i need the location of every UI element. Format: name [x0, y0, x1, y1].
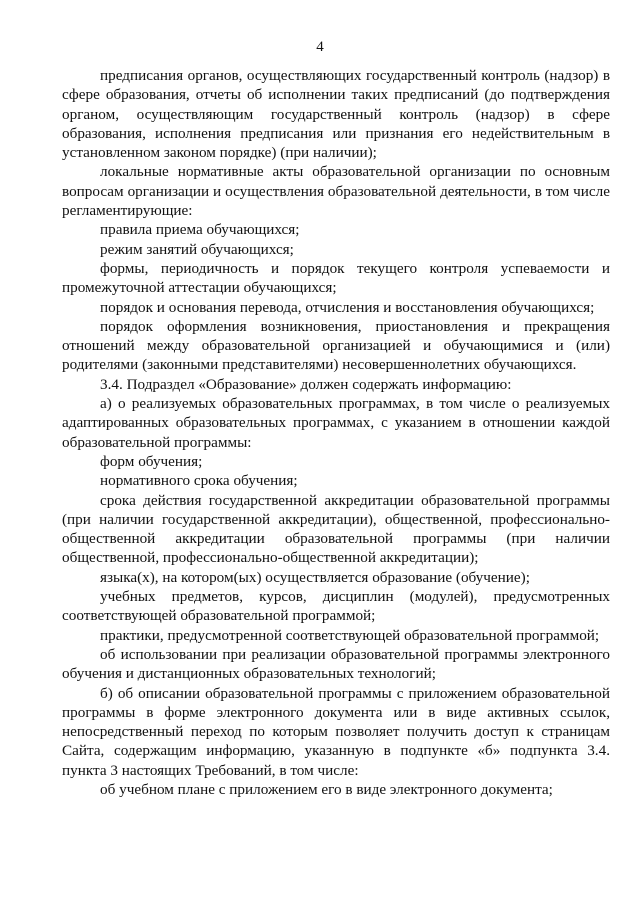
paragraph: 3.4. Подраздел «Образование» должен содержать информацию:	[100, 375, 512, 393]
paragraph: предписания органов, осуществляющих государственный контроль (надзор) в сфере образования, отчеты об исполнении таких предписаний (до подтверждения органом, осуществляющим государственный контроль (надзор) в сфере образования, исполнения предписания или признания его недействительным в установленном законом порядке) (при наличии);	[62, 67, 610, 162]
paragraph: порядок оформления возникновения, приостановления и прекращения отношений между образовательной организацией и обучающимися и (или) родителями (законными представителями) несовершеннолетних обучающихся.	[62, 317, 610, 374]
paragraph: форм обучения;	[100, 452, 203, 470]
paragraph: б) об описании образовательной программы с приложением образовательной программы в форме электронного документа или в виде активных ссылок, непосредственный переход по которым позволяет получить доступ к страницам Сайта, содержащим информацию, указанную в подпункте «б» подпункта 3.4. пункта 3 настоящих Требований, в том числе:	[62, 684, 610, 779]
paragraph: языка(х), на котором(ых) осуществляется образование (обучение);	[100, 568, 530, 586]
paragraph: нормативного срока обучения;	[100, 472, 298, 490]
paragraph: правила приема обучающихся;	[100, 221, 300, 239]
paragraph: срока действия государственной аккредитации образовательной программы (при наличии государственной аккредитации), общественной, профессионально-общественной аккредитации образовательной программы (при наличии общественной, профессионально-общественной аккредитации);	[62, 491, 610, 567]
paragraph: а) о реализуемых образовательных программах, в том числе о реализуемых адаптированных образовательных программах, с указанием в отношении каждой образовательной программы:	[62, 395, 610, 451]
paragraph: практики, предусмотренной соответствующей образовательной программой;	[100, 626, 600, 644]
paragraph: формы, периодичность и порядок текущего контроля успеваемости и промежуточной аттестации обучающихся;	[62, 259, 610, 297]
paragraph: порядок и основания перевода, отчисления и восстановления обучающихся;	[100, 298, 595, 316]
page-number: 4	[316, 39, 324, 55]
paragraph: учебных предметов, курсов, дисциплин (модулей), предусмотренных соответствующей образовательной программой;	[62, 588, 610, 625]
paragraph: об учебном плане с приложением его в виде электронного документа;	[100, 780, 553, 798]
document-body	[62, 66, 610, 799]
paragraph: об использовании при реализации образовательной программы электронного обучения и дистанционных образовательных технологий;	[62, 645, 610, 683]
paragraph: локальные нормативные акты образовательной организации по основным вопросам организации и осуществления образовательной деятельности, в том числе регламентирующие:	[62, 163, 610, 220]
paragraph: режим занятий обучающихся;	[100, 240, 294, 258]
